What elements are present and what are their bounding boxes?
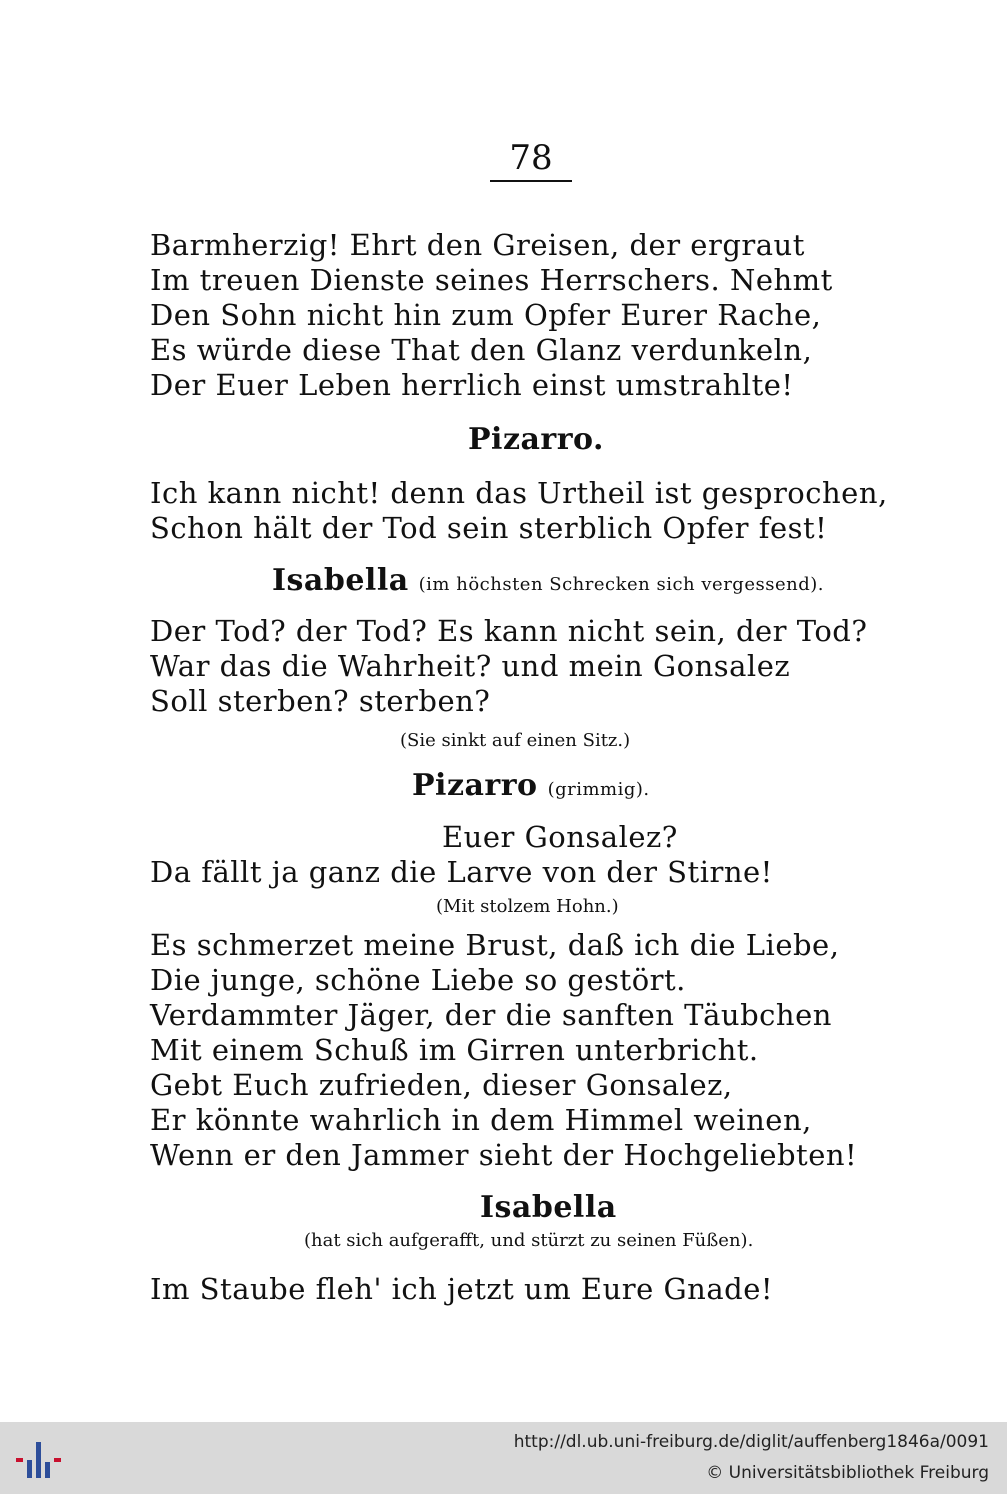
speaker-name: Isabella [272, 563, 409, 598]
verse-line: Der Tod? der Tod? Es kann nicht sein, der Tod? [150, 614, 868, 648]
verse-line: Ich kann nicht! denn das Urtheil ist gesprochen, [150, 476, 888, 510]
speaker-name: Pizarro [412, 768, 538, 803]
stage-direction: (Sie sinkt auf einen Sitz.) [400, 730, 631, 751]
footer-bar [0, 1422, 1007, 1494]
verse-line: Soll sterben? sterben? [150, 684, 491, 718]
verse-block-1 [150, 228, 833, 403]
verse-line: Der Euer Leben herrlich einst umstrahlte! [150, 368, 794, 402]
page-number-rule [490, 180, 572, 182]
verse-line: Euer Gonsalez? [442, 820, 678, 854]
verse-line: Im treuen Dienste seines Herrschers. Nehmt [150, 263, 833, 297]
speaker-heading [412, 768, 650, 803]
stage-direction: (im höchsten Schrecken sich vergessend). [418, 574, 824, 595]
verse-line: Den Sohn nicht hin zum Opfer Eurer Rache, [150, 298, 822, 332]
ub-freiburg-logo-icon[interactable] [14, 1436, 64, 1484]
page-number: 78 [509, 138, 553, 178]
verse-line: Gebt Euch zufrieden, dieser Gonsalez, [150, 1068, 733, 1102]
verse-line: Es würde diese That den Glanz verdunkeln, [150, 333, 813, 367]
speaker-heading [480, 1190, 617, 1225]
speaker-heading [272, 563, 824, 598]
verse-block-3 [150, 614, 867, 719]
verse-line: Verdammter Jäger, der die sanften Täubchen [150, 998, 832, 1032]
verse-line: Mit einem Schuß im Girren unterbricht. [150, 1033, 759, 1067]
stage-direction: (grimmig). [547, 779, 650, 800]
verse-line: War das die Wahrheit? und mein Gonsalez [150, 649, 791, 683]
verse-block-4 [150, 820, 773, 890]
verse-line: Die junge, schöne Liebe so gestört. [150, 963, 686, 997]
stage-direction: (Mit stolzem Hohn.) [436, 896, 619, 917]
verse-line: Schon hält der Tod sein sterblich Opfer fest! [150, 511, 828, 545]
source-url-link[interactable]: http://dl.ub.uni-freiburg.de/diglit/auffenberg1846a/0091 [513, 1432, 989, 1452]
verse-line: Barmherzig! Ehrt den Greisen, der ergraut [150, 228, 805, 262]
verse-line: Es schmerzet meine Brust, daß ich die Liebe, [150, 928, 840, 962]
stage-direction: (hat sich aufgerafft, und stürzt zu seinen Füßen). [304, 1230, 754, 1251]
copyright-text: © Universitätsbibliothek Freiburg [706, 1463, 989, 1483]
verse-line: Im Staube fleh' ich jetzt um Eure Gnade! [150, 1272, 774, 1306]
verse-block-2 [150, 476, 888, 546]
speaker-name: Isabella [480, 1190, 617, 1225]
verse-line: Er könnte wahrlich in dem Himmel weinen, [150, 1103, 812, 1137]
verse-line: Da fällt ja ganz die Larve von der Stirne! [150, 855, 773, 889]
speaker-name: Pizarro. [468, 422, 604, 457]
speaker-heading [468, 422, 604, 457]
verse-block-5 [150, 928, 857, 1173]
verse-line: Wenn er den Jammer sieht der Hochgeliebten! [150, 1138, 858, 1172]
verse-block-6 [150, 1272, 773, 1307]
